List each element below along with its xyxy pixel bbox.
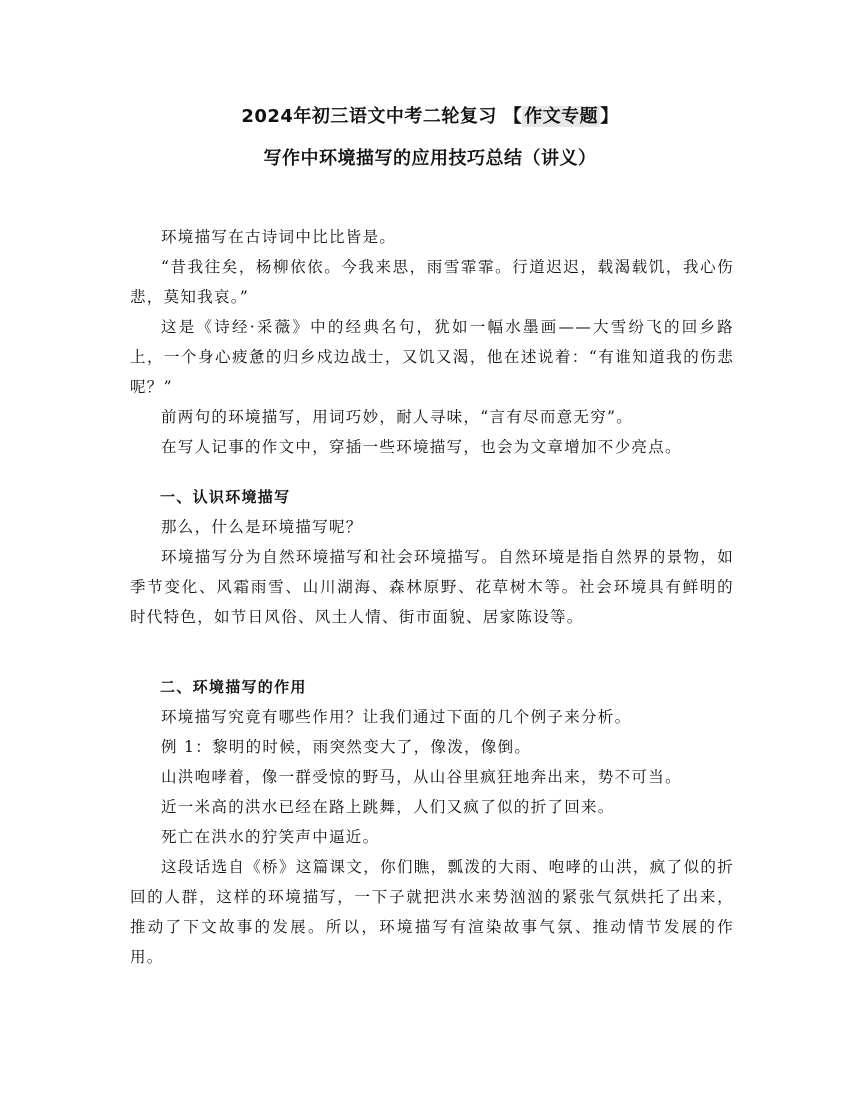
section2-example-line-4: 死亡在洪水的狞笑声中逼近。 xyxy=(161,828,380,846)
section2-paragraph-1: 环境描写究竟有哪些作用？让我们通过下面的几个例子来分析。 xyxy=(161,708,632,726)
section2-example-line-2: 山洪咆哮着，像一群受惊的野马，从山谷里疯狂地奔出来，势不可当。 xyxy=(161,768,682,786)
section1-heading: 一、认识环境描写 xyxy=(160,488,291,506)
section2-heading: 二、环境描写的作用 xyxy=(160,678,307,696)
section2-example-line-3: 近一米高的洪水已经在路上跳舞，人们又疯了似的折了回来。 xyxy=(161,798,615,816)
section2-example-1: 例 1：黎明的时候，雨突然变大了，像泼，像倒。 xyxy=(161,738,532,756)
intro-paragraph-3: 这是《诗经·采薇》中的经典名句，犹如一幅水墨画——大雪纷飞的回乡路上，一个身心疲惫的归乡戍边战士，又饥又渴，他在述说着：“有谁知道我的伤悲呢？” xyxy=(130,318,734,396)
section1-paragraph-2: 环境描写分为自然环境描写和社会环境描写。自然环境是指自然界的景物，如季节变化、风霜雨雪、山川湖海、森林原野、花草树木等。社会环境具有鲜明的时代特色，如节日风俗、风土人情、街市面貌、居家陈设等。 xyxy=(130,548,734,626)
title-prefix: 2024年初三语文中考二轮复习 【 xyxy=(241,106,523,127)
document-subtitle: 写作中环境描写的应用技巧总结（讲义） xyxy=(263,148,597,169)
section2-analysis: 这段话选自《桥》这篇课文，你们瞧，瓢泼的大雨、咆哮的山洪，疯了似的折回的人群，这样的环境描写，一下子就把洪水来势汹汹的紧张气氛烘托了出来，推动了下文故事的发展。所以，环境描写有渲染故事气氛、推动情节发展的作用。 xyxy=(130,858,734,966)
section1-paragraph-1: 那么，什么是环境描写呢？ xyxy=(161,518,363,536)
intro-poem-quote: “昔我往矣，杨柳依依。今我来思，雨雪霏霏。行道迟迟，载渴载饥，我心伤悲，莫知我哀。” xyxy=(130,258,734,306)
title-highlight: 作文专题 xyxy=(524,106,599,127)
intro-paragraph-5: 在写人记事的作文中，穿插一些环境描写，也会为文章增加不少亮点。 xyxy=(161,438,682,456)
intro-paragraph-1: 环境描写在古诗词中比比皆是。 xyxy=(161,228,397,246)
document-body xyxy=(130,222,734,972)
title-suffix: 】 xyxy=(600,106,619,127)
document-title xyxy=(0,102,860,128)
intro-paragraph-4: 前两句的环境描写，用词巧妙，耐人寻味，“言有尽而意无穷”。 xyxy=(161,408,634,426)
